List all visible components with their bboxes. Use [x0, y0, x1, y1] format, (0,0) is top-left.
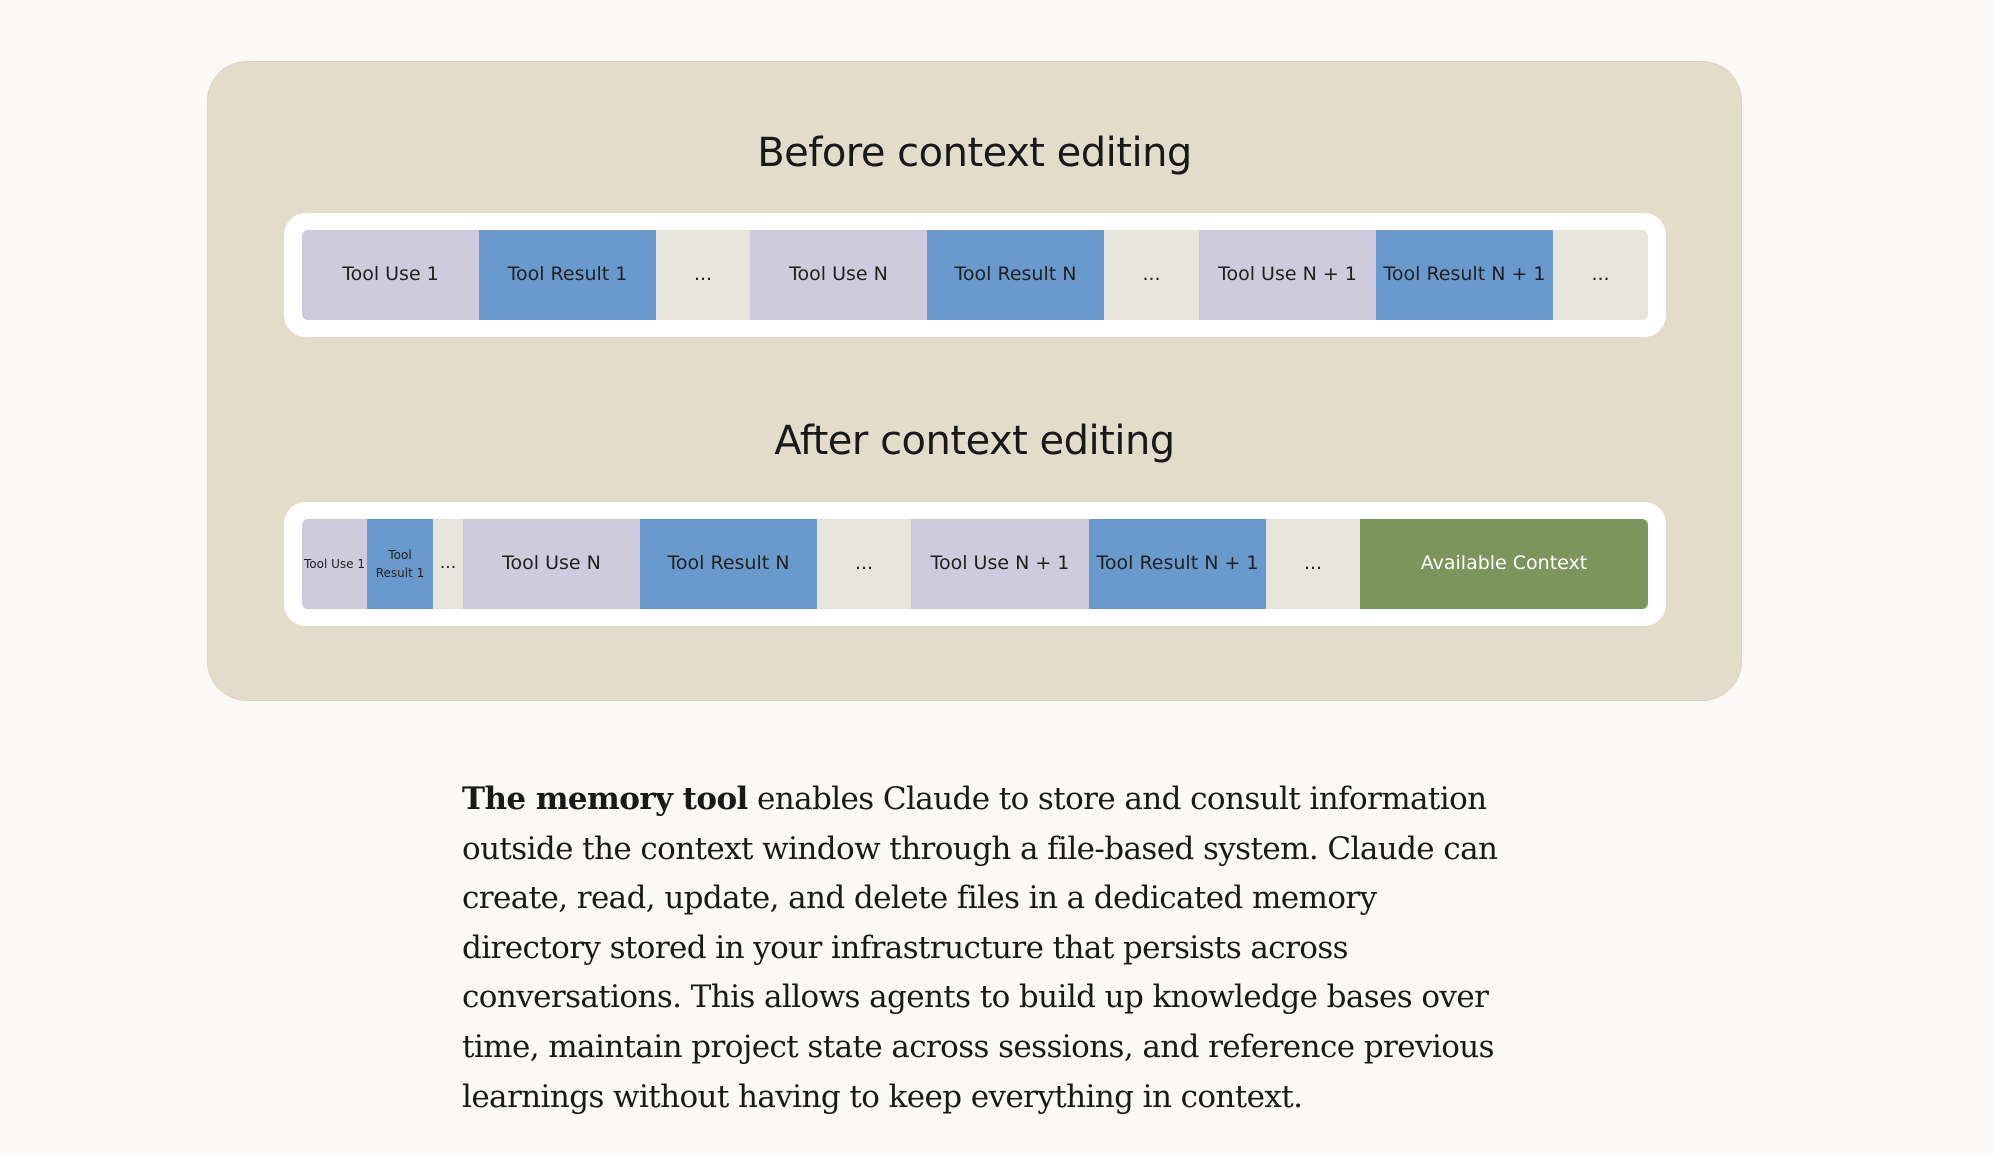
- memory-tool-lead: The memory tool: [462, 781, 748, 817]
- before-segments: [302, 230, 1648, 320]
- before-context-window: [284, 213, 1666, 337]
- before-segment-tool-use-n: Tool Use N: [750, 230, 927, 320]
- article-paragraph-text: enables Claude to store and consult information outside the context window through a file-based system. Claude can create, read, update, and delete files in a dedicated memory directory stored in your infrastructure that persists across conversations. This allows agents to build up knowledge bases over time, maintain project state across sessions, and reference previous learnings without having to keep everything in context.: [462, 781, 1498, 1115]
- after-segments: [302, 519, 1648, 609]
- after-segment-tool-use-n-plus-1: Tool Use N + 1: [911, 519, 1089, 609]
- after-segment-gap: ...: [817, 519, 911, 609]
- after-segment-tool-result-n-plus-1: Tool Result N + 1: [1089, 519, 1266, 609]
- after-context-window: [284, 502, 1666, 626]
- after-segment-gap: ...: [433, 519, 463, 609]
- before-segment-tool-use-1: Tool Use 1: [302, 230, 479, 320]
- context-editing-diagram: [207, 61, 1742, 701]
- before-segment-tool-use-n-plus-1: Tool Use N + 1: [1199, 230, 1376, 320]
- before-segment-gap: ...: [1553, 230, 1648, 320]
- after-segment-tool-use-1: Tool Use 1: [302, 519, 367, 609]
- before-segment-tool-result-1: Tool Result 1: [479, 230, 656, 320]
- after-segment-tool-result-1: Tool Result 1: [367, 519, 433, 609]
- before-title: Before context editing: [757, 130, 1192, 176]
- after-segment-tool-use-n: Tool Use N: [463, 519, 640, 609]
- before-segment-gap: ...: [656, 230, 750, 320]
- before-segment-tool-result-n: Tool Result N: [927, 230, 1104, 320]
- after-segment-tool-result-n: Tool Result N: [640, 519, 817, 609]
- after-title: After context editing: [774, 418, 1175, 464]
- after-segment-available-context: Available Context: [1360, 519, 1648, 609]
- article-paragraph: [462, 775, 1502, 1122]
- after-segment-gap: ...: [1266, 519, 1360, 609]
- before-segment-tool-result-n-plus-1: Tool Result N + 1: [1376, 230, 1553, 320]
- before-segment-gap: ...: [1104, 230, 1199, 320]
